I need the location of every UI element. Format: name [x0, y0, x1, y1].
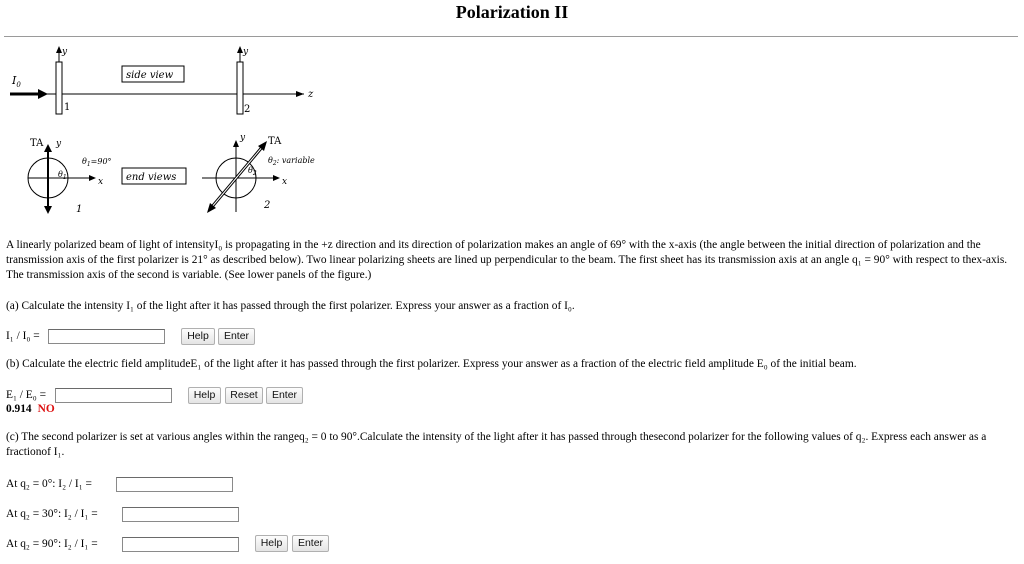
part-c3-input[interactable] [122, 537, 239, 552]
part-c1-label: At q₂ = 0°: I₂ / I₁ = [6, 478, 92, 490]
polarizer-2-sheet [237, 62, 243, 114]
part-c2-label: At q₂ = 30°: I₂ / I₁ = [6, 508, 98, 520]
part-c-help-button[interactable]: Help [255, 535, 288, 552]
ta-label-1: TA [30, 138, 44, 149]
ta-line-2-inner [211, 146, 263, 208]
part-b-label: E₁ / E₀ = [6, 389, 46, 401]
y-axis-end-2-arrow [233, 140, 239, 147]
part-b-enter-button[interactable]: Enter [266, 387, 303, 404]
theta2-variable-label: $\theta_2$: variable [268, 156, 315, 167]
x-label-2: x [282, 177, 288, 187]
title-divider [4, 36, 1018, 37]
polarizer-1-number: 1 [64, 102, 71, 113]
part-b-question: (b) Calculate the electric field amplitudeE₁ of the light after it has passed through the first polarizer. Express your answer as a fraction of the electric field amplitude E₀ of the initial beam. [6, 358, 857, 370]
part-b-help-button[interactable]: Help [188, 387, 221, 404]
y-label-2: y [243, 47, 249, 57]
y-label-4: y [240, 133, 246, 143]
page-title: Polarization II [455, 2, 569, 22]
theta1-equation: $\theta_1=90^\circ$ [82, 157, 112, 168]
part-a-help-button[interactable]: Help [181, 328, 215, 345]
part-c2-input[interactable] [122, 507, 239, 522]
x-label-1: x [98, 177, 104, 187]
part-a-input[interactable] [48, 329, 165, 344]
end-view-2-number: 2 [264, 200, 271, 211]
end-view-1-number: 1 [76, 204, 83, 215]
x-axis-2-arrow [273, 175, 280, 181]
x-axis-1-arrow [89, 175, 96, 181]
y-label-1: y [62, 47, 68, 57]
z-axis-label: z [308, 89, 314, 100]
part-a-enter-button[interactable]: Enter [218, 328, 255, 345]
part-c3-label: At q₂ = 90°: I₂ / I₁ = [6, 538, 98, 550]
i0-label: $I_0$ [12, 74, 21, 89]
part-b-input[interactable] [55, 388, 172, 403]
part-c-enter-button[interactable]: Enter [292, 535, 329, 552]
part-b-previous-answer [6, 403, 55, 415]
ta-label-2: TA [268, 136, 282, 147]
incident-beam-arrowhead [38, 89, 48, 99]
polarizer-2-number: 2 [244, 104, 251, 115]
answer-value: 0.914 [6, 403, 32, 415]
end-views-label: end views [126, 172, 177, 183]
theta2-label: $\theta_2$ [248, 166, 257, 177]
ta-arrow-1-bottom [44, 206, 52, 214]
part-c1-input[interactable] [116, 477, 233, 492]
ta-arrow-1-top [44, 144, 52, 152]
answer-status: NO [37, 403, 55, 415]
part-a-label: I₁ / I₀ = [6, 330, 40, 342]
problem-intro: A linearly polarized beam of light of intensityI₀ is propagating in the +z direction and its direction of polarization makes an angle of 69° with the x-axis (the angle between the initial direction of polarization and the transmission axis of the first polarizer is 21° as described below). Two linear polarizing sheets are lined up perpendicular to the beam. The first sheet has its transmission axis at an angle q₁ = 90° with respect to thex-axis. The transmission axis of the second is variable. (See lower panels of the figure.) [6, 239, 1008, 281]
theta1-label: $\theta_1$ [58, 170, 67, 181]
z-axis-arrow [296, 91, 304, 97]
polarizer-1-sheet [56, 62, 62, 114]
part-a-question: (a) Calculate the intensity I₁ of the light after it has passed through the first polarizer. Express your answer as a fraction of I₀. [6, 300, 575, 312]
part-b-reset-button[interactable]: Reset [225, 387, 263, 404]
side-view-label: side view [126, 70, 174, 81]
part-c-question: (c) The second polarizer is set at various angles within the rangeq₂ = 0 to 90°.Calculate the intensity of the light after it has passed through thesecond polarizer for the following values of q₂. Express each answer as a fractionof I₁. [6, 431, 987, 458]
polarizer-figure [4, 40, 344, 220]
y-label-3: y [56, 139, 62, 149]
